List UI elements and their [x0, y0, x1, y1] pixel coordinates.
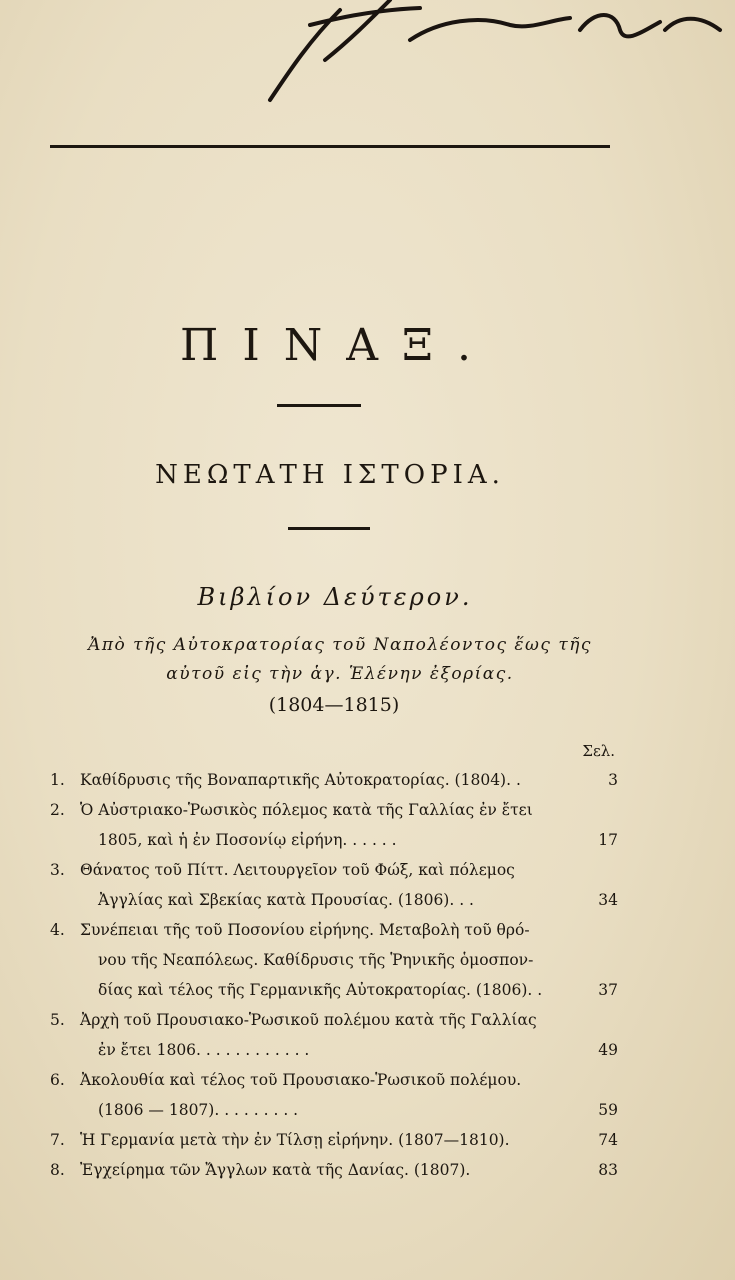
toc-entry-text: Ἡ Γερμανία μετὰ τὴν ἐν Τίλσῃ εἰρήνην. (1807—1810).	[80, 1131, 510, 1149]
toc-entry	[50, 795, 618, 855]
toc-line	[50, 945, 618, 975]
toc-entry	[50, 765, 618, 795]
table-of-contents	[50, 765, 618, 1185]
toc-entry	[50, 855, 618, 915]
toc-entry-text: δίας καὶ τέλος τῆς Γερμανικῆς Αὐτοκρατορίας. (1806). .	[98, 981, 543, 999]
toc-entry-text: Ἀρχὴ τοῦ Προυσιακο-Ῥωσικοῦ πολέμου κατὰ τῆς Γαλλίας	[80, 1011, 537, 1029]
page-column-label: Σελ.	[582, 742, 615, 760]
toc-entry-number: 4.	[50, 921, 65, 939]
section-title: ΝΕΩΤΑΤΗ ΙΣΤΟΡΙΑ.	[155, 460, 505, 490]
toc-entry-text: νου τῆς Νεαπόλεως. Καθίδρυσις τῆς Ῥηνικῆς ὁμοσπον-	[98, 951, 534, 969]
toc-entry-number: 3.	[50, 861, 65, 879]
toc-entry-number: 1.	[50, 771, 65, 789]
subtitle-line-2: αὐτοῦ εἰς τὴν ἁγ. Ἑλένην ἐξορίας.	[166, 664, 514, 684]
toc-page-number: 37	[598, 981, 618, 999]
book-title: Βιβλίον Δεύτερον.	[197, 583, 473, 611]
toc-entry	[50, 1005, 618, 1065]
toc-entry-text: Ὁ Αὐστριακο-Ῥωσικὸς πόλεμος κατὰ τῆς Γαλλίας ἐν ἔτει	[80, 801, 533, 819]
toc-page-number: 49	[598, 1041, 618, 1059]
toc-line	[50, 885, 618, 915]
toc-entry	[50, 1155, 618, 1185]
toc-entry-number: 8.	[50, 1161, 65, 1179]
toc-entry-text: ἐν ἔτει 1806. . . . . . . . . . . .	[98, 1041, 310, 1059]
section-rule	[288, 527, 370, 530]
toc-entry-number: 2.	[50, 801, 65, 819]
toc-entry-text: Συνέπειαι τῆς τοῦ Ποσονίου εἰρήνης. Μεταβολὴ τοῦ θρό-	[80, 921, 530, 939]
toc-entry-text: Καθίδρυσις τῆς Βοναπαρτικῆς Αὐτοκρατορίας. (1804). .	[80, 771, 521, 789]
toc-line	[50, 1095, 618, 1125]
toc-line	[50, 1155, 618, 1185]
page-title: ΠΙΝΑΞ.	[180, 320, 495, 371]
toc-line	[50, 915, 618, 945]
toc-entry-text: Ἀγγλίας καὶ Σβεκίας κατὰ Προυσίας. (1806). . .	[98, 891, 474, 909]
toc-page-number: 59	[598, 1101, 618, 1119]
toc-entry-text: Θάνατος τοῦ Πίττ. Λειτουργεῖον τοῦ Φώξ, καὶ πόλεμος	[80, 861, 515, 879]
year-range: (1804—1815)	[268, 694, 400, 716]
toc-line	[50, 855, 618, 885]
toc-page-number: 3	[608, 771, 618, 789]
toc-entry-number: 6.	[50, 1071, 65, 1089]
toc-page-number: 34	[598, 891, 618, 909]
subtitle-line-1: Ἀπὸ τῆς Αὐτοκρατορίας τοῦ Ναπολέοντος ἕως τῆς	[88, 635, 592, 655]
toc-line	[50, 795, 618, 825]
toc-line	[50, 1065, 618, 1095]
toc-page-number: 17	[598, 831, 618, 849]
toc-entry-text: 1805, καὶ ἡ ἐν Ποσονίῳ εἰρήνη. . . . . .	[98, 831, 397, 849]
toc-line	[50, 975, 618, 1005]
handwritten-signature	[250, 0, 735, 110]
toc-entry-text: (1806 — 1807). . . . . . . . .	[98, 1101, 299, 1119]
toc-entry	[50, 1065, 618, 1125]
toc-line	[50, 1035, 618, 1065]
toc-line	[50, 1005, 618, 1035]
toc-page-number: 74	[598, 1131, 618, 1149]
top-rule	[50, 145, 610, 148]
toc-line	[50, 1125, 618, 1155]
toc-entry-text: Ἐγχείρημα τῶν Ἄγγλων κατὰ τῆς Δανίας. (1807).	[80, 1161, 471, 1179]
toc-page-number: 83	[598, 1161, 618, 1179]
toc-entry-number: 5.	[50, 1011, 65, 1029]
toc-entry-number: 7.	[50, 1131, 65, 1149]
toc-entry-text: Ἀκολουθία καὶ τέλος τοῦ Προυσιακο-Ῥωσικοῦ πολέμου.	[80, 1071, 522, 1089]
toc-entry	[50, 915, 618, 1005]
toc-line	[50, 825, 618, 855]
title-rule	[277, 404, 361, 407]
toc-line	[50, 765, 618, 795]
toc-entry	[50, 1125, 618, 1155]
